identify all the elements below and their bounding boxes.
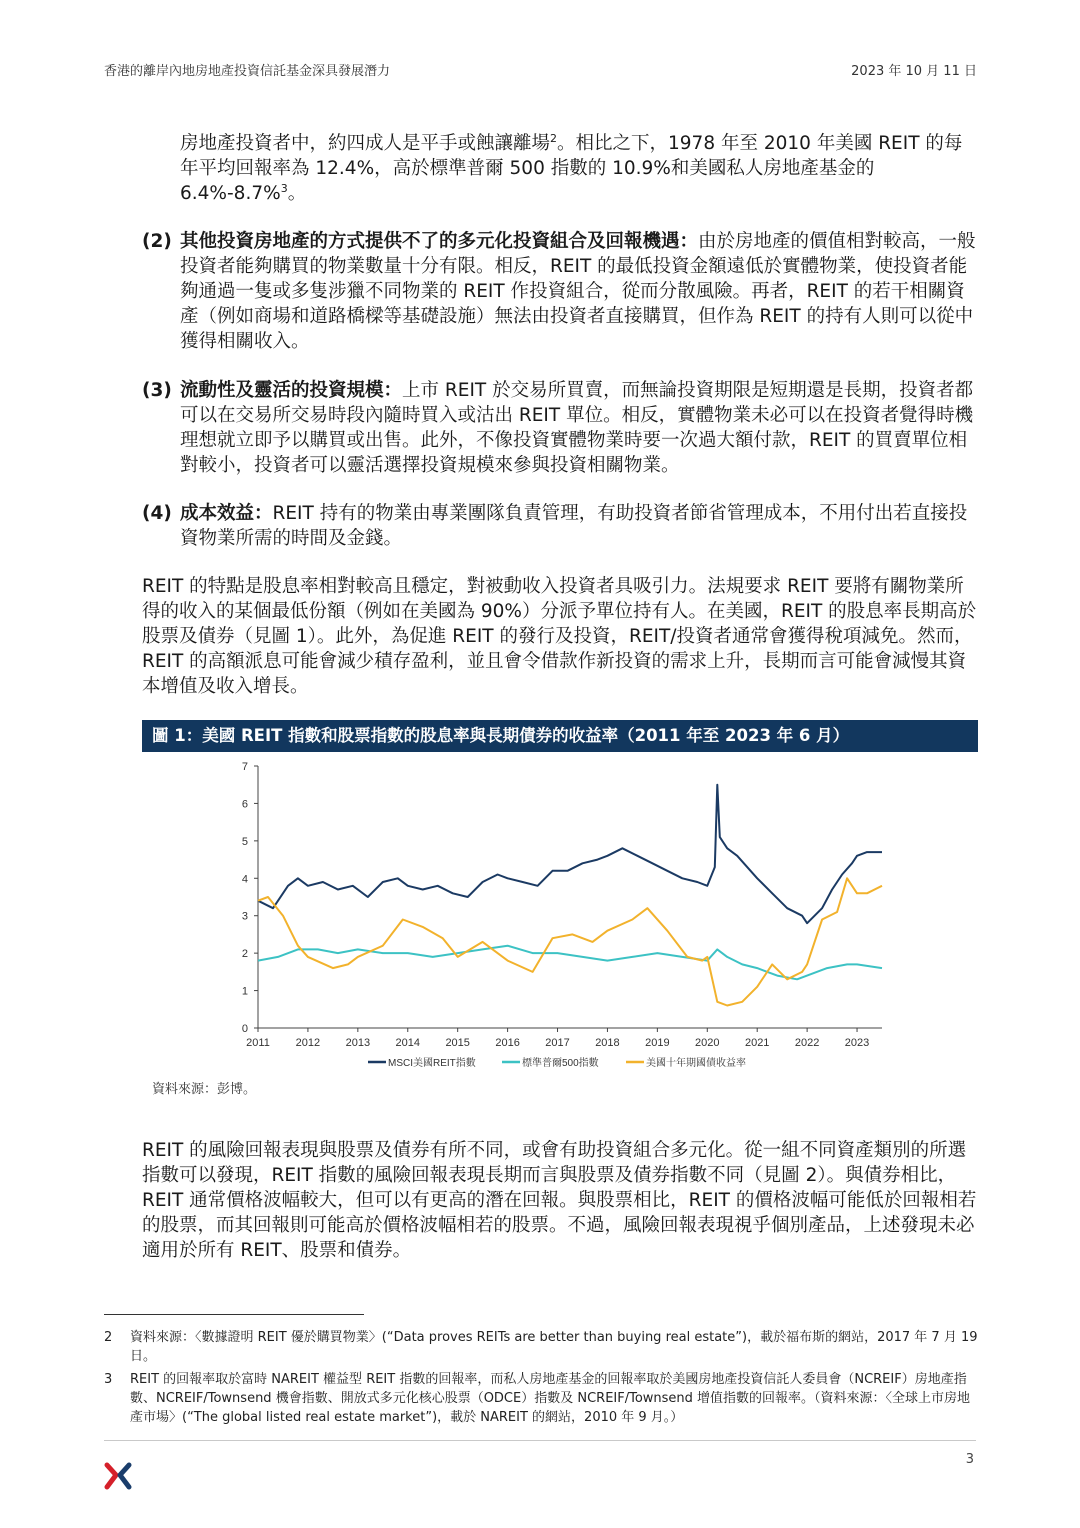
list-item-number: (3) — [142, 380, 172, 401]
list-item-heading: 其他投資房地產的方式提供不了的多元化投資組合及回報機遇： — [180, 231, 699, 252]
intro-text-3: 。 — [287, 183, 307, 204]
document-title: 香港的離岸內地房地產投資信託基金深具發展潛力 — [104, 64, 391, 79]
x-tick-label: 2012 — [295, 1037, 321, 1049]
list-item-number: (2) — [142, 231, 172, 252]
hkex-x-logo-icon — [104, 1462, 132, 1490]
x-tick-label: 2011 — [246, 1037, 270, 1049]
footnote-text: 資料來源：〈數據證明 REIT 優於購買物業〉(“Data proves REITs are better than buying real estate”)，載於福布斯的網站，2017 年 7 月 19 日。 — [130, 1330, 978, 1364]
chart-heading: 圖 1：美國 REIT 指數和股票指數的股息率與長期債券的收益率（2011 年至 2023 年 6 月） — [142, 720, 978, 752]
x-tick-label: 2015 — [445, 1037, 470, 1049]
list-item-3 — [142, 378, 980, 478]
footnote-text: REIT 的回報率取於富時 NAREIT 權益型 REIT 指數的回報率，而私人房地產基金的回報率取於美國房地產投資信託人委員會（NCREIF）房地產指數、NCREIF/Townsend 機會指數、開放式多元化核心股票（ODCE）指數及 NCREIF/Townsend 增值指數的回報率。（資料來源：〈全球上市房地產市場〉(“The global listed real estate market”)，載於 NAREIT 的網站，2010 年 9 月。） — [130, 1372, 971, 1425]
y-tick-label: 5 — [241, 835, 248, 848]
legend-label-0: MSCI美國REIT指數 — [388, 1058, 476, 1069]
x-tick-label: 2014 — [395, 1037, 421, 1049]
list-item-heading: 流動性及靈活的投資規模： — [180, 380, 403, 401]
page-number: 3 — [965, 1452, 974, 1467]
footnote-number: 2 — [104, 1330, 113, 1345]
x-tick-label: 2022 — [794, 1037, 820, 1049]
list-item-text: REIT 持有的物業由專業團隊負責管理，有助投資者節省管理成本，不用付出若直接投資物業所需的時間及金錢。 — [180, 503, 968, 549]
dividend-yield-chart — [142, 754, 978, 1074]
x-tick-label: 2013 — [345, 1037, 371, 1049]
list-item-text: 由於房地產的價值相對較高，一般投資者能夠購買的物業數量十分有限。相反，REIT 的最低投資金額遠低於實體物業，使投資者能夠通過一隻或多隻涉獵不同物業的 REIT 作投資組合，從而分散風險。再者，REIT 的若干相關資產（例如商場和道路橋樑等基礎設施）無法由投資者直接購買，但作為 REIT 的持有人則可以從中獲得相關收入。 — [180, 231, 976, 352]
x-tick-label: 2016 — [495, 1037, 520, 1049]
paragraph-text: REIT 的風險回報表現與股票及債券有所不同，或會有助投資組合多元化。從一組不同資產類別的所選指數可以發現，REIT 指數的風險回報表現長期而言與股票及債券指數不同（見圖 2）。與債券相比，REIT 通常價格波幅較大，但可以有更高的潛在回報。與股票相比，REIT 的價格波幅可能低於回報相若的股票，而其回報則可能高於價格波幅相若的股票。不過，風險回報表現視乎個別產品，上述發現未必適用於所有 REIT、股票和債券。 — [142, 1140, 977, 1261]
x-tick-label: 2017 — [545, 1037, 570, 1049]
footnote-divider — [104, 1314, 364, 1315]
chart-source: 資料來源：彭博。 — [152, 1082, 257, 1097]
y-tick-label: 0 — [241, 1023, 248, 1035]
x-tick-label: 2020 — [695, 1037, 720, 1049]
series-line-2 — [258, 878, 882, 1005]
list-item-4 — [142, 501, 980, 551]
y-tick-label: 3 — [241, 910, 248, 923]
footnote-3 — [104, 1370, 978, 1427]
y-tick-label: 4 — [241, 873, 248, 886]
x-tick-label: 2021 — [744, 1037, 770, 1049]
y-tick-label: 2 — [241, 948, 248, 961]
list-item-text: 上市 REIT 於交易所買賣，而無論投資期限是短期還是長期，投資者都可以在交易所交易時段內隨時買入或沽出 REIT 單位。相反，實體物業未必可以在投資者覺得時機理想就立即予以購買或出售。此外，不像投資實體物業時要一次過大額付款，REIT 的買賣單位相對較小，投資者可以靈活選擇投資規模來參與投資相關物業。 — [180, 380, 974, 476]
paragraph-text: REIT 的特點是股息率相對較高且穩定，對被動收入投資者具吸引力。法規要求 REIT 要將有關物業所得的收入的某個最低份額（例如在美國為 90%）分派予單位持有人。在美國，REIT 的股息率長期高於股票及債券（見圖 1）。此外，為促進 REIT 的發行及投資，REIT/投資者通常會獲得稅項減免。然而，REIT 的高額派息可能會減少積存盈利，並且會令借款作新投資的需求上升，長期而言可能會減慢其資本增值及收入增長。 — [142, 576, 977, 697]
y-tick-label: 7 — [241, 761, 248, 773]
y-tick-label: 1 — [241, 985, 248, 998]
body-paragraph-dividend — [142, 574, 980, 699]
legend-label-1: 標準普爾500指數 — [522, 1058, 599, 1069]
footer-divider — [104, 1440, 976, 1441]
list-item-number: (4) — [142, 503, 172, 524]
series-line-0 — [258, 785, 882, 924]
intro-text-1: 房地產投資者中，約四成人是平手或蝕讓離場 — [180, 133, 551, 154]
footnote-ref-2[interactable]: 2 — [550, 131, 558, 145]
x-tick-label: 2019 — [645, 1037, 670, 1049]
x-tick-label: 2023 — [844, 1037, 870, 1049]
legend-label-2: 美國十年期國債收益率 — [646, 1058, 746, 1069]
body-paragraph-risk-return — [142, 1138, 980, 1263]
y-tick-label: 6 — [241, 798, 248, 811]
list-item-2 — [142, 229, 980, 354]
list-item-heading: 成本效益： — [180, 503, 273, 524]
footnote-2 — [104, 1328, 978, 1366]
footnote-number: 3 — [104, 1372, 113, 1387]
document-date: 2023 年 10 月 11 日 — [851, 64, 977, 79]
x-tick-label: 2018 — [595, 1037, 620, 1049]
intro-paragraph — [180, 131, 980, 206]
intro-text-2: 。相比之下，1978 年至 2010 年美國 REIT 的每年平均回報率為 12.4%，高於標準普爾 500 指數的 10.9%和美國私人房地產基金的 6.4%-8.7% — [180, 133, 963, 204]
footnote-ref-3[interactable]: 3 — [280, 181, 288, 195]
